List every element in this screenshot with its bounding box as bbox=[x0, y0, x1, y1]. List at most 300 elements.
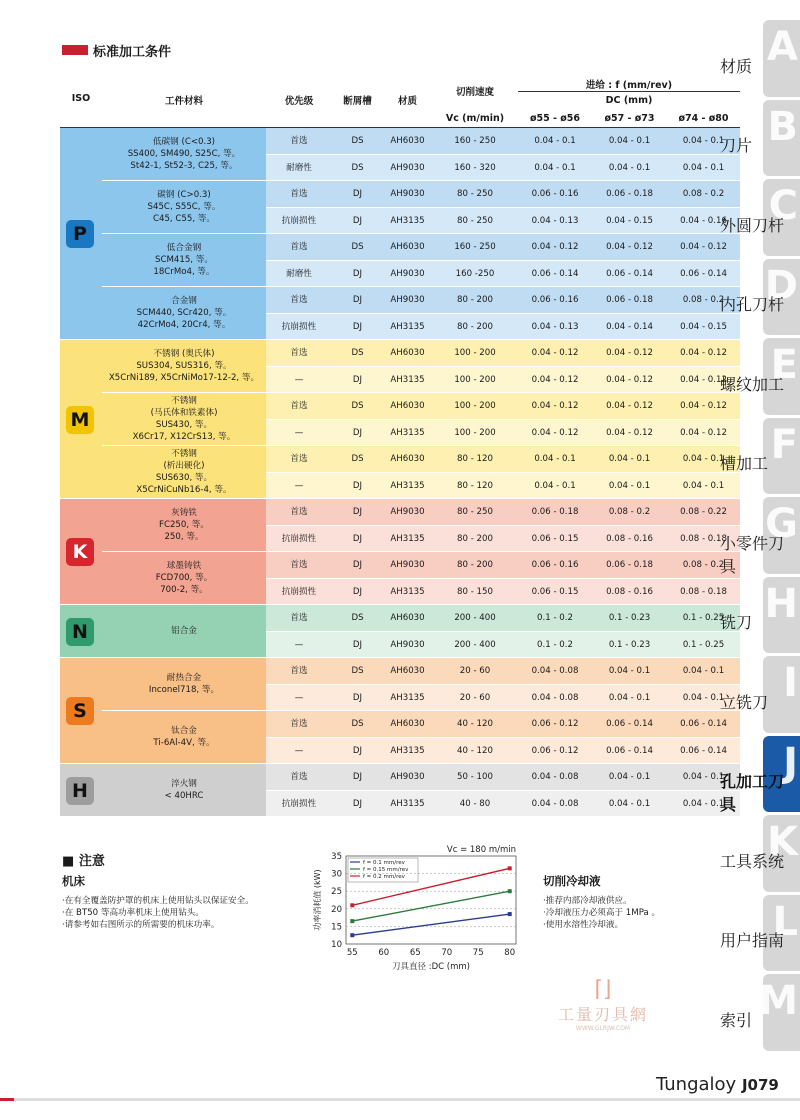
table-cell: 0.08 - 0.18 bbox=[680, 586, 727, 597]
material-name-line: SS400, SM490, S25C, 等。 bbox=[127, 149, 241, 159]
table-cell: 80 - 120 bbox=[457, 454, 493, 464]
table-cell: 0.04 - 0.12 bbox=[606, 427, 653, 438]
iso-badge-h: H bbox=[66, 777, 94, 805]
iso-badge-n: N bbox=[66, 618, 94, 646]
table-cell: 0.04 - 0.1 bbox=[608, 162, 651, 173]
table-cell: 首选 bbox=[290, 348, 308, 358]
table-cell: DS bbox=[351, 613, 364, 623]
table-cell: 80 - 250 bbox=[457, 189, 493, 199]
watermark-url: WWW.GLRJW.COM bbox=[575, 1025, 631, 1032]
table-cell: 0.04 - 0.12 bbox=[531, 348, 579, 358]
table-cell: 0.04 - 0.08 bbox=[531, 692, 579, 703]
table-cell: 0.04 - 0.1 bbox=[608, 772, 651, 782]
table-cell: 0.08 - 0.16 bbox=[606, 533, 653, 544]
iso-badge-k: K bbox=[66, 538, 94, 566]
legend-label: f = 0.15 mm/rev bbox=[363, 867, 409, 873]
table-cell: — bbox=[294, 374, 304, 385]
tab-letter: G bbox=[765, 501, 798, 547]
tab-label: 螺纹加工 bbox=[720, 374, 785, 394]
table-cell: 0.1 - 0.23 bbox=[608, 613, 651, 623]
material-name-line: C45, C55, 等。 bbox=[153, 214, 215, 224]
series-point bbox=[508, 912, 512, 916]
iso-badge-m: M bbox=[66, 406, 94, 434]
table-cell: 80 - 120 bbox=[457, 480, 493, 491]
series-point bbox=[508, 889, 512, 893]
table-cell: 0.04 - 0.12 bbox=[680, 348, 727, 358]
page-number: J079 bbox=[741, 1076, 779, 1094]
y-tick-label: 35 bbox=[331, 852, 342, 862]
note-item: ·在 BT50 等高功率机床上使用钻头。 bbox=[62, 908, 204, 918]
table-cell: 0.06 - 0.12 bbox=[531, 745, 579, 756]
table-cell: 100 - 200 bbox=[454, 401, 496, 411]
material-name-line: 42CrMo4, 20Cr4, 等。 bbox=[137, 320, 231, 330]
notes-heading: ■ 注意 bbox=[62, 854, 105, 869]
section-title-text: 标准加工条件 bbox=[93, 44, 172, 60]
table-cell: DJ bbox=[352, 560, 363, 570]
table-cell: 0.04 - 0.1 bbox=[682, 162, 725, 173]
table-cell: AH9030 bbox=[390, 639, 425, 650]
table-cell: AH3135 bbox=[390, 533, 425, 544]
table-cell: 0.04 - 0.1 bbox=[534, 454, 576, 464]
table-cell: DJ bbox=[352, 215, 363, 226]
y-tick-label: 25 bbox=[331, 887, 342, 898]
table-cell: 80 - 200 bbox=[457, 533, 493, 544]
tab-label: 小零件刀具 bbox=[720, 533, 785, 576]
tab-label: 材质 bbox=[720, 56, 753, 76]
table-cell: DS bbox=[351, 719, 364, 729]
table-cell: 首选 bbox=[290, 719, 308, 729]
table-cell: AH9030 bbox=[390, 295, 425, 305]
material-name-line: < 40HRC bbox=[164, 791, 204, 801]
table-cell: 0.06 - 0.16 bbox=[531, 295, 579, 305]
title-bar-decoration bbox=[62, 45, 88, 55]
table-cell: 0.04 - 0.1 bbox=[682, 454, 725, 464]
legend-label: f = 0.1 mm/rev bbox=[363, 860, 405, 866]
table-cell: AH6030 bbox=[390, 136, 425, 146]
material-cell bbox=[102, 340, 266, 392]
y-tick-label: 30 bbox=[331, 869, 342, 880]
table-cell: DS bbox=[351, 348, 364, 358]
series-point bbox=[508, 866, 512, 870]
table-cell: 0.04 - 0.13 bbox=[531, 321, 579, 332]
table-cell: DS bbox=[351, 401, 364, 411]
tab-letter: M bbox=[758, 978, 798, 1024]
table-cell: 首选 bbox=[290, 613, 308, 623]
dc3-header: ø74 - ø80 bbox=[678, 113, 729, 124]
table-cell: 80 - 250 bbox=[457, 507, 493, 517]
tab-letter: L bbox=[772, 898, 798, 945]
table-cell: 0.04 - 0.1 bbox=[534, 480, 576, 491]
material-name-line: 不锈钢 (奥氏体) bbox=[153, 349, 215, 359]
material-name-line: 合金钢 bbox=[171, 296, 197, 306]
table-cell: 0.06 - 0.12 bbox=[531, 719, 579, 729]
tab-label: 铣刀 bbox=[720, 613, 753, 633]
table-cell: 100 - 200 bbox=[454, 348, 496, 358]
machine-notes bbox=[62, 895, 332, 931]
table-cell: AH6030 bbox=[390, 666, 425, 676]
table-cell: DJ bbox=[352, 692, 363, 703]
material-name-line: X6Cr17, X12CrS13, 等。 bbox=[132, 432, 236, 442]
table-cell: — bbox=[294, 639, 304, 650]
table-cell: 0.04 - 0.12 bbox=[606, 374, 653, 385]
table-cell: 0.04 - 0.1 bbox=[608, 136, 651, 146]
table-cell: AH3135 bbox=[390, 586, 425, 597]
table-cell: AH3135 bbox=[390, 374, 425, 385]
table-cell: DJ bbox=[352, 480, 363, 491]
table-cell: 0.06 - 0.15 bbox=[531, 586, 579, 597]
table-cell: 20 - 60 bbox=[459, 666, 491, 676]
table-cell: 0.06 - 0.18 bbox=[606, 560, 653, 570]
note-item: ·冷却液压力必须高于 1MPa 。 bbox=[543, 908, 661, 918]
material-name-line: 灰铸铁 bbox=[171, 508, 197, 518]
tab-letter: I bbox=[783, 660, 798, 706]
table-cell: 0.04 - 0.1 bbox=[534, 136, 576, 146]
dc1-header: ø55 - ø56 bbox=[529, 113, 581, 124]
table-cell: 0.04 - 0.12 bbox=[531, 242, 579, 252]
section-title bbox=[62, 40, 171, 60]
material-name-line: 不锈钢 bbox=[171, 396, 197, 406]
material-name-line: 700-2, 等。 bbox=[160, 585, 208, 595]
material-name-line: Ti-6Al-4V, 等。 bbox=[153, 738, 215, 748]
table-cell: AH6030 bbox=[390, 454, 425, 464]
watermark bbox=[538, 978, 668, 1032]
table-cell: 160 -250 bbox=[455, 268, 495, 279]
table-cell: DJ bbox=[352, 189, 363, 199]
material-name-line: St42-1, St52-3, C25, 等。 bbox=[130, 161, 238, 171]
table-cell: DJ bbox=[352, 507, 363, 517]
table-cell: 0.04 - 0.08 bbox=[531, 798, 579, 809]
table-cell: 0.04 - 0.1 bbox=[608, 666, 651, 676]
tab-label: 刀片 bbox=[720, 136, 753, 156]
table-cell: 首选 bbox=[290, 507, 308, 517]
group-divider bbox=[60, 816, 740, 818]
table-cell: AH3135 bbox=[390, 480, 425, 491]
material-name-line: 低合金钢 bbox=[166, 243, 202, 253]
material-name-line: (马氏体和铁素体) bbox=[150, 408, 218, 418]
table-cell: 首选 bbox=[290, 242, 308, 252]
material-cell bbox=[102, 605, 266, 657]
iso-header: ISO bbox=[71, 93, 91, 104]
table-cell: 0.04 - 0.12 bbox=[680, 374, 727, 385]
table-cell: 40 - 120 bbox=[457, 719, 493, 729]
table-cell: 首选 bbox=[290, 772, 308, 782]
table-cell: 200 - 400 bbox=[454, 613, 496, 623]
table-cell: DS bbox=[351, 162, 364, 173]
table-cell: 0.04 - 0.08 bbox=[531, 666, 579, 676]
tab-letter: C bbox=[768, 183, 798, 229]
tab-letter: E bbox=[770, 342, 798, 388]
table-cell: 0.04 - 0.15 bbox=[680, 321, 727, 332]
table-cell: AH3135 bbox=[390, 745, 425, 756]
table-cell: — bbox=[294, 692, 304, 703]
table-cell: 抗崩损性 bbox=[281, 533, 317, 544]
table-cell: 100 - 200 bbox=[454, 374, 496, 385]
table-cell: 0.1 - 0.2 bbox=[537, 639, 573, 650]
table-cell: AH3135 bbox=[390, 692, 425, 703]
table-cell: DJ bbox=[352, 295, 363, 305]
material-cell bbox=[102, 764, 266, 816]
table-cell: 耐磨性 bbox=[286, 162, 312, 173]
table-cell: AH9030 bbox=[390, 507, 425, 517]
material-cell bbox=[102, 393, 266, 445]
table-cell: 160 - 250 bbox=[454, 136, 496, 146]
table-cell: 20 - 60 bbox=[459, 692, 491, 703]
material-name-line: 不锈钢 bbox=[171, 449, 197, 459]
table-cell: 50 - 100 bbox=[457, 772, 493, 782]
table-cell: 40 - 120 bbox=[457, 745, 493, 756]
table-cell: 0.04 - 0.1 bbox=[608, 480, 651, 491]
material-cell bbox=[102, 234, 266, 286]
table-cell: 80 - 200 bbox=[457, 295, 493, 305]
x-tick-label: 65 bbox=[409, 948, 421, 958]
table-cell: — bbox=[294, 745, 304, 756]
tab-letter: K bbox=[767, 819, 798, 865]
table-cell: 首选 bbox=[290, 295, 308, 305]
x-axis-label: 刀具直径 :DC (mm) bbox=[392, 962, 470, 972]
table-cell: 80 - 200 bbox=[457, 560, 493, 570]
table-cell: 0.06 - 0.14 bbox=[680, 745, 727, 756]
table-cell: 0.04 - 0.13 bbox=[531, 215, 579, 226]
power-chart bbox=[306, 842, 528, 980]
iso-badge-p: P bbox=[66, 220, 94, 248]
table-cell: 首选 bbox=[290, 136, 308, 146]
table-cell: 0.1 - 0.2 bbox=[537, 613, 573, 623]
note-item: ·请参考如右图所示的所需要的机床功率。 bbox=[62, 920, 220, 930]
material-cell bbox=[102, 287, 266, 339]
material-name-line: 碳钢 (C>0.3) bbox=[157, 190, 211, 200]
table-cell: 0.04 - 0.1 bbox=[608, 454, 651, 464]
material-name-line: 250, 等。 bbox=[164, 532, 204, 542]
material-cell bbox=[102, 658, 266, 710]
table-cell: AH6030 bbox=[390, 613, 425, 623]
tab-label: 内孔刀杆 bbox=[720, 295, 785, 315]
footer bbox=[656, 1074, 779, 1095]
table-cell: 0.06 - 0.14 bbox=[606, 719, 653, 729]
table-cell: AH9030 bbox=[390, 189, 425, 199]
grade-header: 材质 bbox=[397, 96, 417, 107]
table-cell: AH6030 bbox=[390, 719, 425, 729]
y-tick-label: 15 bbox=[331, 922, 342, 933]
material-name-line: Inconel718, 等。 bbox=[148, 685, 220, 695]
material-name-line: 铝合金 bbox=[171, 626, 197, 636]
material-name-line: X5CrNi189, X5CrNiMo17-12-2, 等。 bbox=[108, 373, 260, 383]
material-name-line: 淬火钢 bbox=[171, 779, 197, 789]
material-cell bbox=[102, 499, 266, 551]
table-cell: — bbox=[294, 427, 304, 438]
table-cell: AH9030 bbox=[390, 772, 425, 782]
legend-label: f = 0.2 mm/rev bbox=[363, 874, 405, 880]
material-cell bbox=[102, 181, 266, 233]
speed-unit-header: Vc (m/min) bbox=[445, 113, 505, 124]
table-cell: 0.06 - 0.14 bbox=[606, 745, 653, 756]
table-cell: 0.1 - 0.25 bbox=[682, 613, 725, 623]
table-cell: DJ bbox=[352, 427, 363, 438]
table-cell: 0.08 - 0.22 bbox=[680, 507, 727, 517]
table-cell: DJ bbox=[352, 772, 363, 782]
table-cell: 0.04 - 0.1 bbox=[682, 772, 725, 782]
table-cell: DS bbox=[351, 136, 364, 146]
table-cell: 首选 bbox=[290, 666, 308, 676]
y-tick-label: 20 bbox=[331, 904, 342, 915]
table-cell: 0.04 - 0.08 bbox=[531, 772, 579, 782]
series-point bbox=[350, 903, 354, 907]
table-cell: 0.08 - 0.2 bbox=[682, 560, 725, 570]
table-cell: AH3135 bbox=[390, 798, 425, 809]
table-cell: 0.06 - 0.14 bbox=[606, 268, 653, 279]
material-name-line: 低碳钢 (C<0.3) bbox=[152, 137, 216, 147]
table-cell: 0.06 - 0.18 bbox=[606, 295, 653, 305]
table-cell: 40 - 80 bbox=[459, 798, 491, 809]
table-cell: 0.04 - 0.1 bbox=[682, 692, 725, 703]
table-cell: 80 - 150 bbox=[457, 586, 493, 597]
table-cell: 160 - 250 bbox=[454, 242, 496, 252]
tab-label: 工具系统 bbox=[720, 851, 785, 871]
coolant-notes bbox=[543, 895, 743, 931]
x-tick-label: 75 bbox=[472, 948, 484, 958]
note-item: ·在有全覆盖防护罩的机床上使用钻头以保证安全。 bbox=[62, 896, 254, 906]
table-cell: AH9030 bbox=[390, 162, 425, 173]
table-cell: 首选 bbox=[290, 189, 308, 199]
table-cell: 0.06 - 0.14 bbox=[680, 719, 727, 729]
table-cell: 抗崩损性 bbox=[281, 215, 317, 226]
material-cell bbox=[102, 128, 266, 180]
table-cell: 首选 bbox=[290, 454, 308, 464]
table-cell: DS bbox=[351, 666, 364, 676]
material-name-line: X5CrNiCuNb16-4, 等。 bbox=[136, 485, 232, 495]
table-cell: 100 - 200 bbox=[454, 427, 496, 438]
material-header: 工件材料 bbox=[164, 96, 203, 107]
series-point bbox=[350, 919, 354, 923]
table-cell: 80 - 250 bbox=[457, 215, 493, 226]
tab-label: 立铣刀 bbox=[720, 692, 769, 712]
chipbreaker-header: 断屑槽 bbox=[343, 96, 372, 107]
table-cell: AH3135 bbox=[390, 427, 425, 438]
tab-label: 用户指南 bbox=[720, 931, 785, 951]
table-cell: DS bbox=[351, 454, 364, 464]
x-tick-label: 60 bbox=[378, 948, 390, 958]
coolant-heading: 切削冷却液 bbox=[543, 874, 601, 888]
feed-divider bbox=[518, 91, 740, 92]
table-cell: 首选 bbox=[290, 401, 308, 411]
material-name-line: 18CrMo4, 等。 bbox=[153, 267, 215, 277]
material-cell bbox=[102, 711, 266, 763]
table-cell: 抗崩损性 bbox=[281, 586, 317, 597]
table-cell: 0.04 - 0.16 bbox=[680, 215, 727, 226]
speed-header: 切削速度 bbox=[455, 87, 494, 98]
x-tick-label: 80 bbox=[504, 948, 516, 958]
table-cell: 抗崩损性 bbox=[281, 798, 317, 809]
table-cell: 0.04 - 0.12 bbox=[680, 401, 727, 411]
x-tick-label: 70 bbox=[441, 948, 453, 958]
table-cell: 抗崩损性 bbox=[281, 321, 317, 332]
iso-badge-s: S bbox=[66, 697, 94, 725]
chart-title: Vc = 180 m/min bbox=[446, 845, 516, 855]
note-item: ·推荐内部冷却液供应。 bbox=[543, 896, 632, 906]
table-cell: 0.04 - 0.14 bbox=[606, 321, 653, 332]
table-cell: 0.08 - 0.2 bbox=[608, 507, 651, 517]
table-cell: 0.04 - 0.1 bbox=[608, 798, 651, 809]
material-name-line: 耐热合金 bbox=[166, 673, 202, 683]
table-cell: 0.08 - 0.2 bbox=[682, 295, 725, 305]
table-cell: 0.04 - 0.1 bbox=[682, 666, 725, 676]
table-cell: 0.04 - 0.1 bbox=[534, 162, 576, 173]
tab-label: 索引 bbox=[720, 1010, 753, 1030]
material-name-line: (析出硬化) bbox=[163, 461, 205, 471]
material-name-line: 钛合金 bbox=[171, 726, 197, 736]
y-tick-label: 10 bbox=[331, 940, 342, 950]
material-cell bbox=[102, 446, 266, 498]
table-cell: DJ bbox=[352, 374, 363, 385]
table-cell: 0.04 - 0.1 bbox=[682, 798, 725, 809]
series-point bbox=[350, 933, 354, 937]
table-cell: 80 - 200 bbox=[457, 321, 493, 332]
brand-name: Tungaloy bbox=[656, 1074, 737, 1095]
table-cell: DJ bbox=[352, 321, 363, 332]
table-cell: 0.08 - 0.16 bbox=[606, 586, 653, 597]
material-name-line: SUS430, 等。 bbox=[155, 420, 213, 430]
table-cell: 0.04 - 0.12 bbox=[531, 374, 579, 385]
table-cell: 0.04 - 0.12 bbox=[606, 348, 653, 358]
table-cell: 0.04 - 0.12 bbox=[531, 401, 579, 411]
table-cell: DS bbox=[351, 242, 364, 252]
material-name-line: SCM440, SCr420, 等。 bbox=[136, 308, 232, 318]
table-cell: 200 - 400 bbox=[454, 639, 496, 650]
table-cell: — bbox=[294, 480, 304, 491]
table-cell: AH9030 bbox=[390, 268, 425, 279]
table-cell: 0.04 - 0.12 bbox=[680, 242, 727, 252]
table-cell: 0.06 - 0.15 bbox=[531, 533, 579, 544]
table-cell: AH3135 bbox=[390, 215, 425, 226]
tab-letter: D bbox=[764, 262, 798, 309]
table-cell: DJ bbox=[352, 745, 363, 756]
table-cell: DJ bbox=[352, 268, 363, 279]
table-cell: 0.04 - 0.15 bbox=[606, 215, 653, 226]
material-name-line: FC250, 等。 bbox=[159, 520, 209, 530]
table-cell: 0.06 - 0.14 bbox=[680, 268, 727, 279]
y-axis-label: 功率消耗值 (kW) bbox=[313, 869, 322, 931]
table-cell: 0.04 - 0.1 bbox=[608, 692, 651, 703]
tab-label: 槽加工 bbox=[720, 454, 769, 474]
table-cell: 0.06 - 0.18 bbox=[606, 189, 653, 199]
machine-heading: 机床 bbox=[62, 874, 85, 888]
material-cell bbox=[102, 552, 266, 604]
material-name-line: SUS304, SUS316, 等。 bbox=[136, 361, 232, 371]
table-cell: 0.06 - 0.14 bbox=[531, 268, 579, 279]
dc2-header: ø57 - ø73 bbox=[604, 113, 655, 124]
material-name-line: SUS630, 等。 bbox=[155, 473, 213, 483]
material-name-line: FCD700, 等。 bbox=[155, 573, 213, 583]
table-cell: 0.04 - 0.12 bbox=[606, 401, 653, 411]
table-cell: DJ bbox=[352, 639, 363, 650]
table-cell: AH3135 bbox=[390, 321, 425, 332]
table-cell: 0.04 - 0.1 bbox=[682, 136, 725, 146]
footer-rule bbox=[0, 1098, 800, 1101]
table-cell: 0.06 - 0.16 bbox=[531, 189, 579, 199]
table-cell: 0.08 - 0.2 bbox=[682, 189, 725, 199]
table-cell: 0.1 - 0.25 bbox=[682, 639, 725, 650]
table-cell: AH9030 bbox=[390, 560, 425, 570]
table-cell: 0.04 - 0.12 bbox=[606, 242, 653, 252]
table-cell: 0.1 - 0.23 bbox=[608, 639, 651, 650]
dc-header: DC (mm) bbox=[605, 95, 653, 106]
table-cell: 耐磨性 bbox=[286, 268, 312, 279]
table-cell: 0.06 - 0.18 bbox=[531, 507, 579, 517]
table-cell: DJ bbox=[352, 533, 363, 544]
table-cell: 0.04 - 0.12 bbox=[531, 427, 579, 438]
watermark-text: 工量刃具網 bbox=[557, 1005, 648, 1024]
table-cell: AH6030 bbox=[390, 348, 425, 358]
material-name-line: S45C, S55C, 等。 bbox=[147, 202, 221, 212]
